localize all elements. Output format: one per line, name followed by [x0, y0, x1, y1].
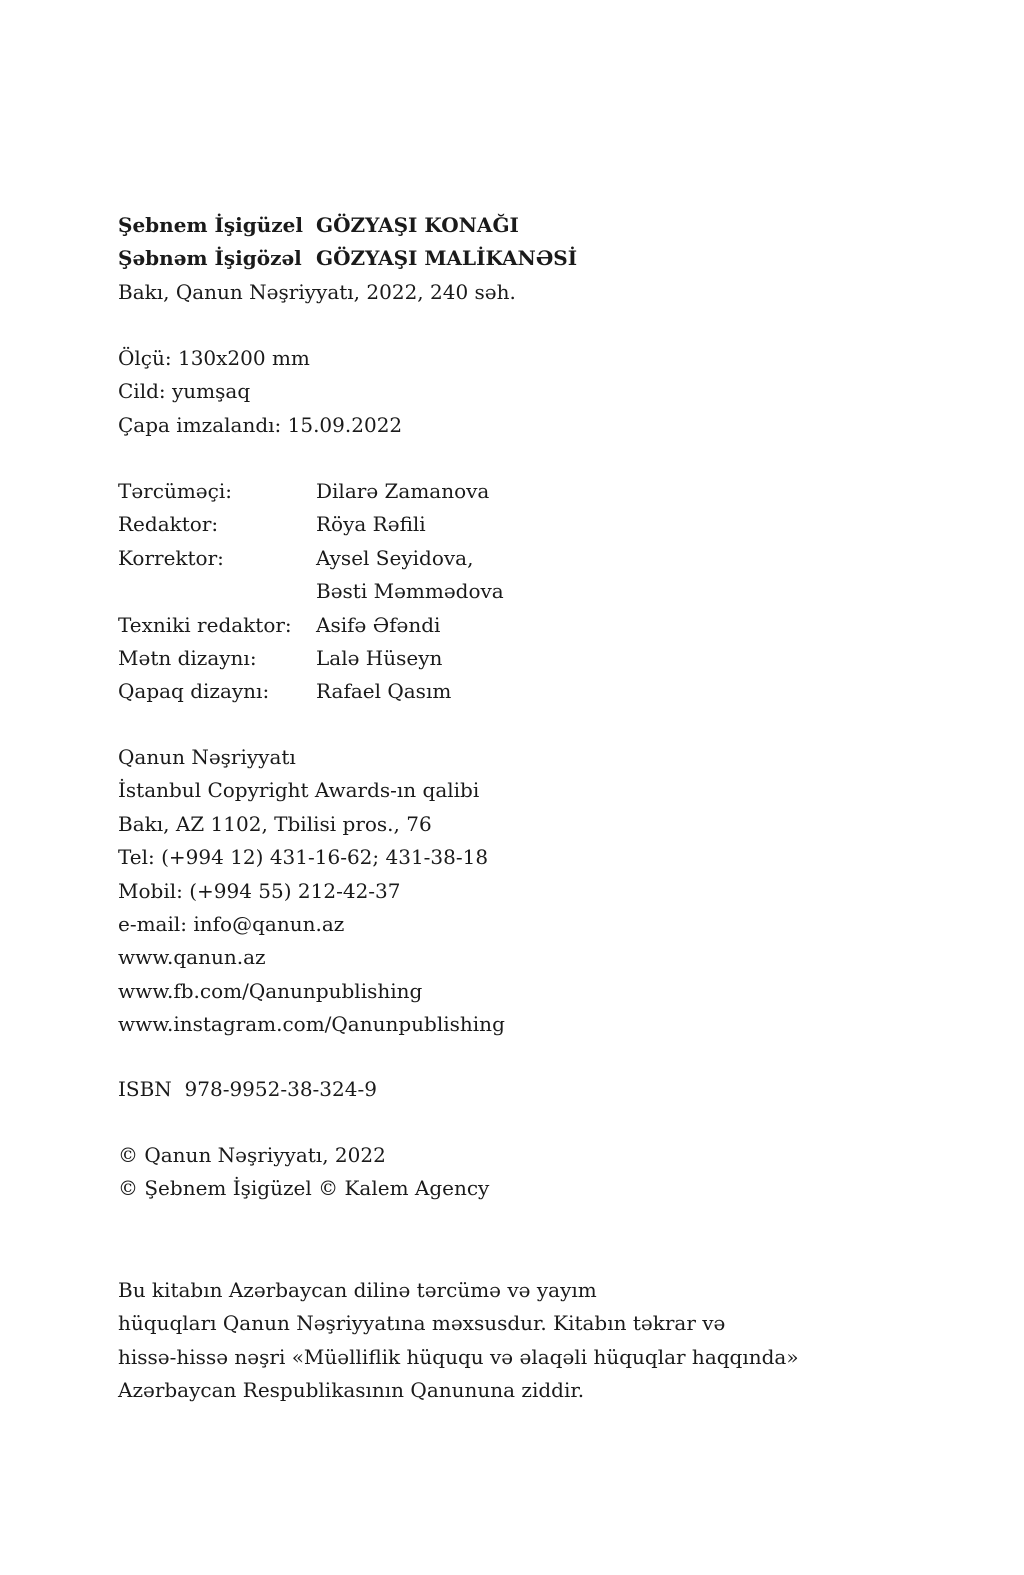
- credit-role: Texniki redaktor:: [118, 612, 292, 637]
- publisher-instagram: www.instagram.com/Qanunpublishing: [118, 1012, 505, 1037]
- credit-row: [118, 542, 504, 575]
- spec-size: Ölçü: 130x200 mm: [118, 346, 310, 370]
- credit-row: [118, 475, 504, 508]
- rights-notice-line: Azərbaycan Respublikasının Qanununa ziddir.: [118, 1378, 585, 1403]
- original-title-row: [118, 209, 577, 242]
- specs-block: [118, 342, 402, 442]
- publisher-block: [118, 741, 505, 1042]
- copyright-block: [118, 1139, 489, 1206]
- credit-row: [118, 609, 504, 642]
- spec-print-date: Çapa imzalandı: 15.09.2022: [118, 412, 403, 437]
- translated-author: Şəbnəm İşigözəl: [118, 246, 302, 271]
- rights-notice-line: Bu kitabın Azərbaycan dilinə tərcümə və yayım: [118, 1278, 597, 1302]
- publisher-name: Qanun Nəşriyyatı: [118, 745, 296, 769]
- publisher-address: Bakı, AZ 1102, Tbilisi pros., 76: [118, 811, 432, 836]
- credit-role: [118, 575, 316, 608]
- credit-name: Dilarə Zamanova: [316, 479, 490, 503]
- credit-name: Bəsti Məmmədova: [316, 579, 504, 604]
- credit-role: Tərcüməçi:: [118, 479, 232, 503]
- credit-name: Lalə Hüseyn: [316, 646, 443, 671]
- credit-row: [118, 642, 504, 675]
- isbn: ISBN 978-9952-38-324-9: [118, 1077, 377, 1101]
- credit-name: Rafael Qasım: [316, 679, 452, 704]
- credit-role: Mətn dizaynı:: [118, 646, 257, 671]
- publisher-award: İstanbul Copyright Awards-ın qalibi: [118, 778, 480, 803]
- publisher-email: e-mail: info@qanun.az: [118, 912, 345, 937]
- original-title: GÖZYAŞI KONAĞI: [316, 213, 519, 237]
- imprint-line: Bakı, Qanun Nəşriyyatı, 2022, 240 səh.: [118, 279, 516, 304]
- publisher-mobile: Mobil: (+994 55) 212-42-37: [118, 878, 401, 903]
- rights-notice: [118, 1274, 799, 1408]
- copyright-publisher: © Qanun Nəşriyyatı, 2022: [118, 1143, 386, 1167]
- publisher-phone: Tel: (+994 12) 431-16-62; 431-38-18: [118, 845, 489, 870]
- credit-row: [118, 675, 504, 708]
- title-block: [118, 209, 577, 309]
- credit-role: Qapaq dizaynı:: [118, 679, 270, 704]
- copyright-author: © Şebnem İşigüzel © Kalem Agency: [118, 1176, 490, 1201]
- rights-notice-line: hissə-hissə nəşri «Müəlliflik hüququ və əlaqəli hüquqlar haqqında»: [118, 1344, 799, 1369]
- translated-title: GÖZYAŞI MALİKANƏSİ: [316, 246, 578, 271]
- credit-role: Korrektor:: [118, 545, 224, 570]
- spec-binding: Cild: yumşaq: [118, 379, 251, 404]
- credits-block: [118, 475, 504, 709]
- credit-row: [118, 508, 504, 541]
- credit-row: [118, 575, 504, 608]
- credit-name: Röya Rəfili: [316, 512, 426, 537]
- translated-title-row: [118, 242, 577, 275]
- isbn-block: [118, 1073, 377, 1106]
- publisher-facebook: www.fb.com/Qanunpublishing: [118, 978, 423, 1003]
- credit-role: Redaktor:: [118, 512, 219, 537]
- rights-notice-line: hüquqları Qanun Nəşriyyatına məxsusdur. Kitabın təkrar və: [118, 1311, 726, 1336]
- publisher-website: www.qanun.az: [118, 945, 266, 970]
- credit-name: Aysel Seyidova,: [316, 545, 474, 570]
- credit-name: Asifə Əfəndi: [316, 612, 441, 637]
- original-author: Şebnem İşigüzel: [118, 213, 303, 237]
